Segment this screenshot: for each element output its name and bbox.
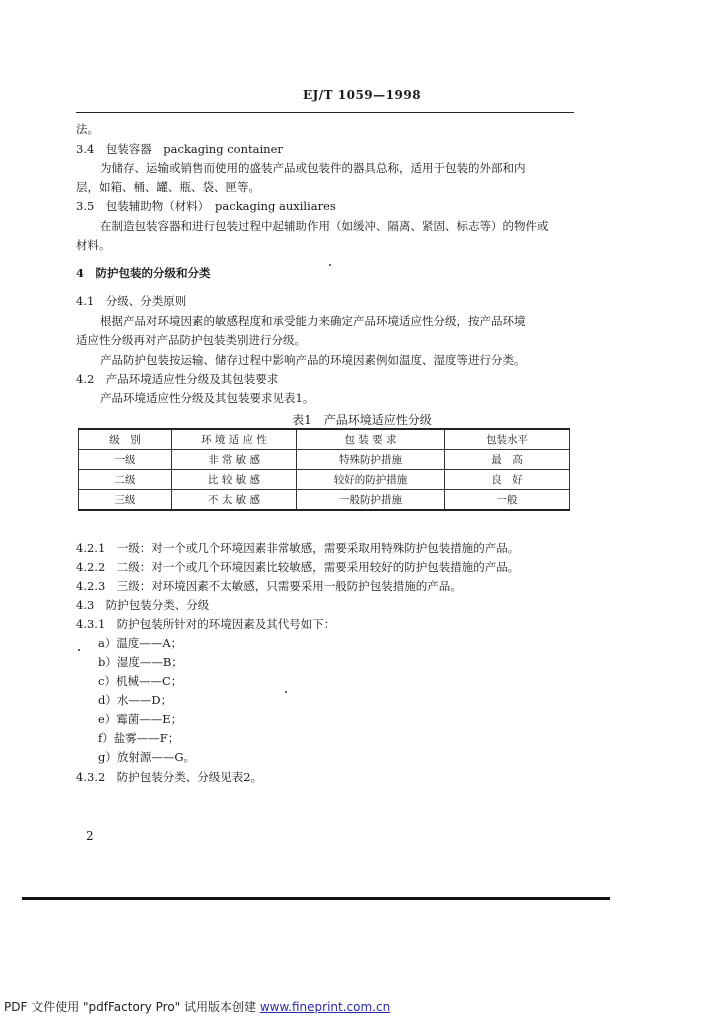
table-cell: 三级 — [79, 490, 172, 511]
section-4-1-text-2: 产品防护包装按运输、储存过程中影响产品的环境因素例如温度、湿度等进行分类。 — [100, 353, 526, 367]
table-1 — [78, 428, 570, 511]
table-cell: 非 常 敏 感 — [172, 450, 297, 470]
section-3-5-text: 在制造包装容器和进行包装过程中起辅助作用（如缓冲、隔离、紧固、标志等）的物件或 — [100, 219, 549, 233]
footer-link[interactable]: www.fineprint.com.cn — [259, 1000, 391, 1014]
section-4-3-1: 4.3.1 防护包装所针对的环境因素及其代号如下： — [76, 617, 336, 631]
table-cell: 一般防护措施 — [297, 490, 445, 511]
footer-rule — [22, 897, 610, 900]
section-4-2-title: 4.2 产品环境适应性分级及其包装要求 — [76, 372, 279, 386]
table-header-row — [79, 429, 570, 450]
table-1-title: 表1 产品环境适应性分级 — [292, 413, 432, 427]
page-number: 2 — [86, 829, 94, 843]
section-4-2-3: 4.2.3 三级：对环境因素不太敏感，只需要采用一般防护包装措施的产品。 — [76, 579, 462, 593]
list-item: c）机械——C； — [98, 674, 183, 688]
list-item: f）盐雾——F； — [98, 731, 180, 745]
table-row — [79, 490, 570, 511]
table-cell: 比 较 敏 感 — [172, 470, 297, 490]
section-4-2-1: 4.2.1 一级：对一个或几个环境因素非常敏感，需要采取用特殊防护包装措施的产品。 — [76, 541, 520, 555]
section-4-3-2: 4.3.2 防护包装分类、分级见表2。 — [76, 770, 263, 784]
table-row — [79, 450, 570, 470]
section-3-4-title: 3.4 包装容器 packaging container — [76, 142, 283, 156]
table-cell: 不 太 敏 感 — [172, 490, 297, 511]
table-cell: 良 好 — [445, 470, 570, 490]
continuation-text: 法。 — [76, 122, 99, 136]
pdf-watermark-footer — [4, 998, 390, 1015]
section-4-1-text-cont: 适应性分级再对产品防护包装类别进行分级。 — [76, 333, 306, 347]
section-3-4-text-cont: 层，如箱、桶、罐、瓶、袋、匣等。 — [76, 180, 260, 194]
table-row — [79, 470, 570, 490]
table-cell: 一般 — [445, 490, 570, 511]
table-cell: 一级 — [79, 450, 172, 470]
table-header-cell: 环 境 适 应 性 — [172, 429, 297, 450]
table-cell: 特殊防护措施 — [297, 450, 445, 470]
scan-speck — [329, 264, 331, 266]
section-4-1-text: 根据产品对环境因素的敏感程度和承受能力来确定产品环境适应性分级，按产品环境 — [100, 314, 526, 328]
list-item: b）湿度——B； — [98, 655, 183, 669]
section-4-2-text: 产品环境适应性分级及其包装要求见表1。 — [100, 391, 315, 405]
section-4-3-title: 4.3 防护包装分类、分级 — [76, 598, 210, 612]
table-cell: 最 高 — [445, 450, 570, 470]
section-4-2-2: 4.2.2 二级：对一个或几个环境因素比较敏感，需要采用较好的防护包装措施的产品。 — [76, 560, 520, 574]
list-item: g）放射源——G。 — [98, 750, 196, 764]
section-4-1-title: 4.1 分级、分类原则 — [76, 294, 187, 308]
footer-text: PDF 文件使用 "pdfFactory Pro" 试用版本创建 — [4, 1000, 260, 1014]
document-code-header: EJ/T 1059—1998 — [302, 88, 422, 102]
section-4-heading: 4 防护包装的分级和分类 — [76, 266, 211, 280]
header-rule — [76, 112, 574, 113]
list-item: d）水——D； — [98, 693, 173, 707]
table-cell: 二级 — [79, 470, 172, 490]
table-header-cell: 包 装 要 求 — [297, 429, 445, 450]
section-3-5-title: 3.5 包装辅助物（材料） packaging auxiliares — [76, 199, 336, 213]
list-item: a）温度——A； — [98, 636, 183, 650]
section-3-4-text: 为储存、运输或销售而使用的盛装产品或包装件的器具总称，适用于包装的外部和内 — [100, 161, 526, 175]
table-header-cell: 包装水平 — [445, 429, 570, 450]
scan-speck — [78, 649, 80, 651]
list-item: e）霉菌——E； — [98, 712, 183, 726]
table-cell: 较好的防护措施 — [297, 470, 445, 490]
section-3-5-text-cont: 材料。 — [76, 238, 111, 252]
table-header-cell: 级 别 — [79, 429, 172, 450]
scan-speck — [285, 691, 287, 693]
